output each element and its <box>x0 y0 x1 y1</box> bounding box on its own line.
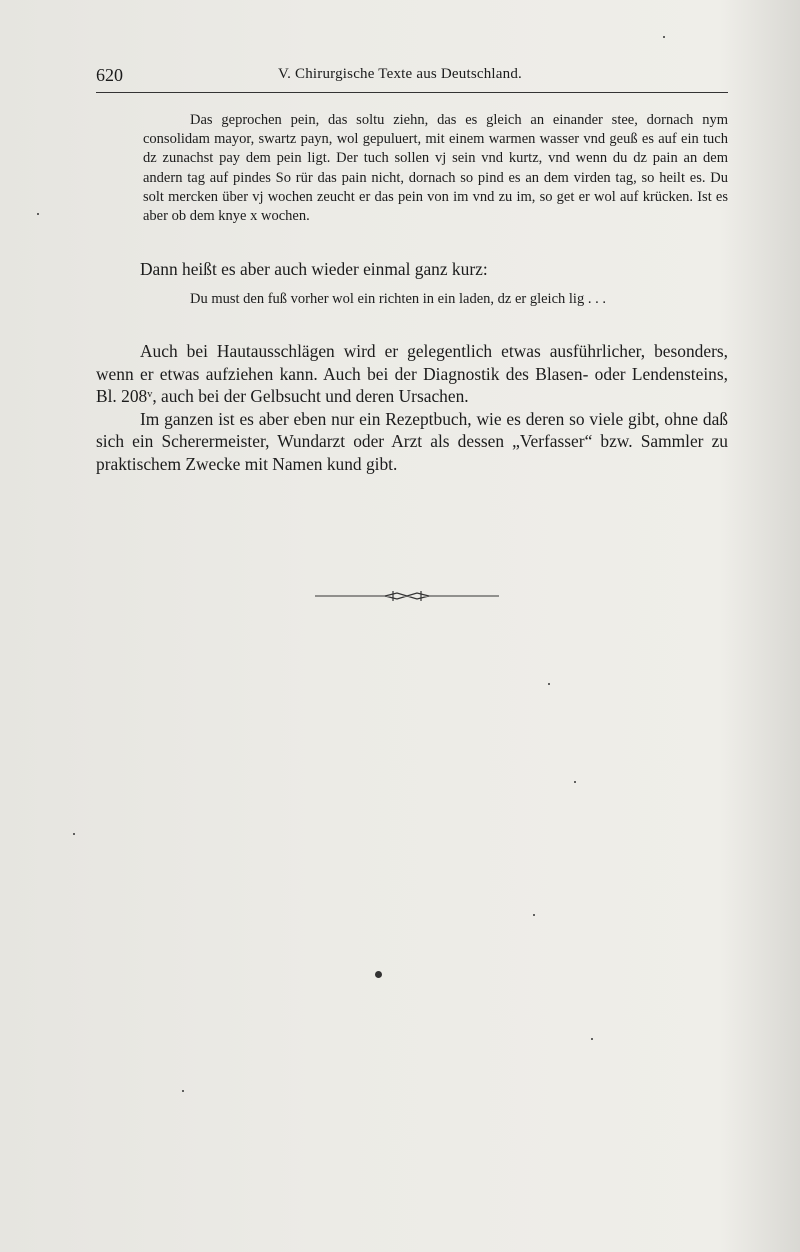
quote-1-text: Das geprochen pein, das soltu ziehn, das es gleich an einander stee, dornach nym consolidam mayor, swartz payn, wol gepuluert, mit einem warmen wasser vnd geuß es auf ein tuch dz zunachst pay dem pein ligt. Der tuch sollen vj sein vnd kurtz, vnd wenn du dz pain an dem andern tag auf pindes So rür das pain nicht, dornach so pind es an dem virden tag, so heilt es. Du solt mercken über vj wochen zeucht er das pein von im vnd zu im, so get er wol auf krücken. Ist es aber ob dem knye x wochen. <box>143 112 728 225</box>
paper-speck <box>533 914 535 916</box>
intro-line <box>96 258 728 281</box>
quote-block-2 <box>143 290 728 309</box>
intro-text: Dann heißt es aber auch wieder einmal ganz kurz: <box>140 259 488 279</box>
page-number: 620 <box>96 65 123 85</box>
page-header <box>96 64 726 88</box>
body-paragraphs <box>96 340 728 475</box>
paper-speck <box>548 683 550 685</box>
header-rule <box>96 92 728 93</box>
paper-speck <box>182 1090 184 1092</box>
paper-speck <box>663 36 665 38</box>
paper-speck <box>574 781 576 783</box>
paragraph-1: Auch bei Hautausschlägen wird er gelegentlich etwas ausführlicher, besonders, wenn er etwas aufziehen kann. Auch bei der Diagnostik des Blasen- oder Lendensteins, Bl. 208ᵛ, auch bei der Gelbsucht und deren Ursachen. <box>96 341 728 406</box>
paper-speck <box>37 213 39 215</box>
paper-speck <box>73 833 75 835</box>
quote-2-text: Du must den fuß vorher wol ein richten in ein laden, dz er gleich lig . . . <box>190 291 606 307</box>
paragraph-2: Im ganzen ist es aber eben nur ein Rezeptbuch, wie es deren so viele gibt, ohne daß sich ein Scherermeister, Wundarzt oder Arzt als dessen „Verfasser“ bzw. Sammler zu praktischem Zwecke mit Namen kund gibt. <box>96 408 728 474</box>
running-head: V. Chirurgische Texte aus Deutschland. <box>278 66 523 82</box>
quote-block-1 <box>143 111 728 226</box>
decorative-rule-ornament-icon <box>315 589 499 603</box>
paper-speck <box>375 971 382 978</box>
paper-speck <box>591 1038 593 1040</box>
